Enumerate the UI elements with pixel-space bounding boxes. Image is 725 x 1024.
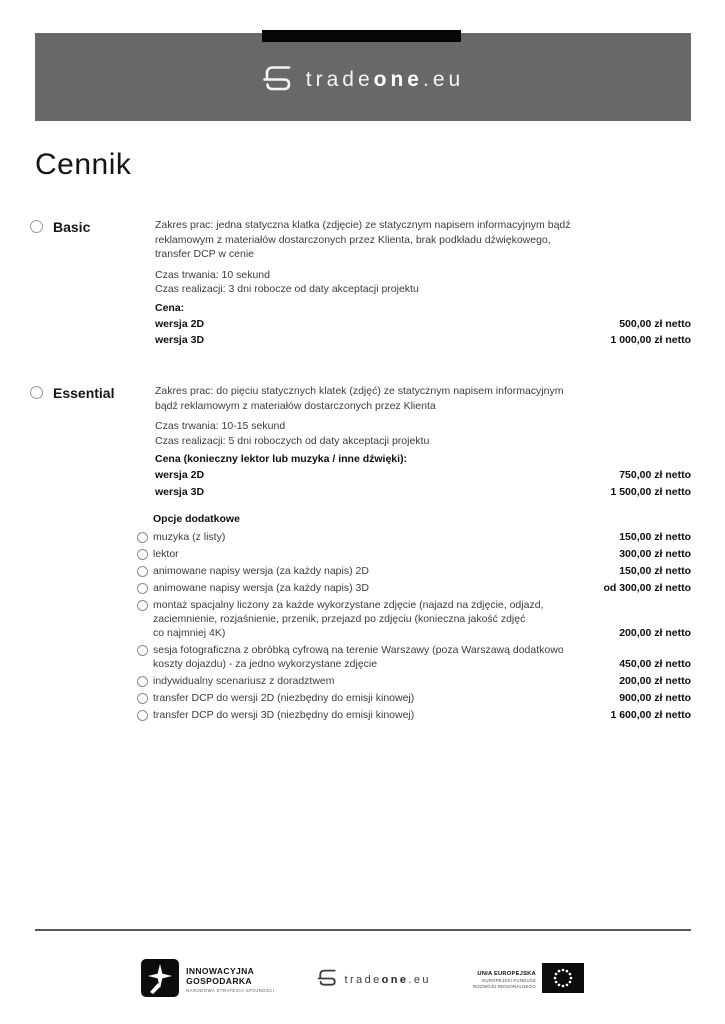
plan-duration: Czas trwania: 10 sekund [155, 268, 270, 281]
header-brand [262, 62, 464, 99]
tradeone-logo-icon [262, 62, 294, 99]
ig-line1: INNOWACYJNA [186, 966, 255, 976]
plan-price-row [155, 484, 691, 501]
footer-divider [35, 929, 691, 931]
option-price: 200,00 zł netto [619, 627, 691, 639]
plan-basic-head [30, 218, 155, 349]
innowacyjna-gospodarka-text [186, 967, 274, 993]
plan-essential [30, 384, 691, 500]
option-label: animowane napisy wersja (za każdy napis) 3D [153, 582, 369, 594]
option-label: muzyka (z listy) [153, 531, 226, 543]
option-row [137, 564, 691, 578]
price-row-label: wersja 3D [155, 334, 205, 346]
option-row [137, 598, 691, 640]
option-row [137, 547, 691, 561]
plan-scope-line: Zakres prac: do pięciu statycznych klatek (zdjęć) ze statycznym napisem informacyjnym [155, 385, 564, 397]
option-price: 450,00 zł netto [619, 658, 691, 670]
option-label: sesja fotograficzna z obróbką cyfrową na terenie Warszawy (poza Warszawą dodatkowo koszty dojazdu) - za jedno wykorzystane zdjęcie [153, 644, 564, 670]
option-row [137, 643, 691, 671]
option-price: 300,00 zł netto [619, 548, 691, 560]
header-top-tab [262, 30, 461, 42]
option-radio[interactable] [137, 710, 148, 721]
innowacyjna-gospodarka-icon [141, 959, 179, 1002]
plan-price-row [155, 316, 691, 333]
option-radio[interactable] [137, 566, 148, 577]
option-row [137, 674, 691, 688]
eu-flag-icon [542, 963, 584, 998]
plan-price-row [155, 332, 691, 349]
plan-price-label: Cena (konieczny lektor lub muzyka / inne dźwięki): [155, 453, 408, 465]
option-price: 200,00 zł netto [619, 675, 691, 687]
plan-essential-radio[interactable] [30, 386, 43, 399]
eu-logo [473, 963, 584, 998]
option-price: 150,00 zł netto [619, 531, 691, 543]
header-band [35, 33, 691, 121]
plan-scope-line: reklamowym z materiałów dostarczonych przez Klienta, brak podkładu dźwiękowego, [155, 233, 551, 246]
option-radio[interactable] [137, 549, 148, 560]
option-label: lektor [153, 548, 179, 560]
option-price: 150,00 zł netto [619, 565, 691, 577]
option-radio[interactable] [137, 600, 148, 611]
plan-essential-name: Essential [53, 385, 115, 401]
option-label: indywidualny scenariusz z doradztwem [153, 675, 335, 687]
plan-basic [30, 218, 691, 349]
plan-scope-line: transfer DCP w cenie [155, 248, 255, 260]
option-radio[interactable] [137, 583, 148, 594]
option-label: transfer DCP do wersji 3D (niezbędny do emisji kinowej) [153, 709, 415, 721]
option-row [137, 708, 691, 722]
innowacyjna-gospodarka-logo [141, 959, 274, 1002]
plan-basic-body [155, 218, 691, 349]
plan-essential-head [30, 384, 155, 500]
option-label: montaż spacjalny liczony za każde wykorzystane zdjęcie (najazd na zdjęcie, odjazd, zaciemnienie, rozjaśnienie, przenik, przejazd po zdjęciu (konieczna jakość zdjęć co najmniej 4K) [153, 599, 544, 639]
additional-options [137, 512, 691, 725]
price-row-label: wersja 3D [155, 485, 205, 498]
option-row [137, 691, 691, 705]
price-row-value: 750,00 zł netto [619, 469, 691, 481]
option-row [137, 530, 691, 544]
option-price: 900,00 zł netto [619, 692, 691, 704]
footer-brand-text: tradeone.eu [344, 974, 431, 986]
option-row [137, 581, 691, 595]
plan-essential-body [155, 384, 691, 500]
ig-line3: NARODOWA STRATEGIA SPÓJNOŚCI [186, 988, 275, 993]
plan-realization: Czas realizacji: 3 dni robocze od daty akceptacji projektu [155, 283, 419, 295]
option-price: od 300,00 zł netto [603, 582, 691, 594]
option-radio[interactable] [137, 645, 148, 656]
header-brand-text: tradeone.eu [305, 68, 465, 91]
footer-tradeone-logo [317, 967, 431, 993]
eu-line1: UNIA EUROPEJSKA [477, 970, 536, 977]
plan-basic-name: Basic [53, 219, 91, 235]
plan-realization: Czas realizacji: 5 dni roboczych od daty akceptacji projektu [155, 434, 430, 447]
eu-line3: ROZWOJU REGIONALNEGO [472, 983, 536, 989]
price-row-label: wersja 2D [155, 469, 205, 481]
option-label: animowane napisy wersja (za każdy napis) 2D [153, 565, 369, 577]
eu-text [473, 971, 536, 989]
option-radio[interactable] [137, 676, 148, 687]
price-row-label: wersja 2D [155, 317, 205, 330]
plan-scope-line: bądź reklamowym z materiałów dostarczonych przez Klienta [155, 399, 436, 412]
plan-basic-radio[interactable] [30, 220, 43, 233]
page-title: Cennik [35, 148, 132, 181]
option-price: 1 600,00 zł netto [610, 709, 691, 721]
option-radio[interactable] [137, 532, 148, 543]
price-row-value: 1 000,00 zł netto [610, 334, 691, 346]
options-heading: Opcje dodatkowe [153, 513, 240, 525]
eu-line2: EUROPEJSKI FUNDUSZ [482, 977, 536, 983]
option-label: transfer DCP do wersji 2D (niezbędny do emisji kinowej) [153, 692, 415, 704]
price-row-value: 500,00 zł netto [619, 317, 691, 330]
ig-line2: GOSPODARKA [186, 975, 252, 986]
option-radio[interactable] [137, 693, 148, 704]
plan-duration: Czas trwania: 10-15 sekund [155, 420, 286, 432]
plan-scope-line: Zakres prac: jedna statyczna klatka (zdjęcie) ze statycznym napisem informacyjnym bądź [155, 219, 571, 231]
tradeone-logo-icon [317, 967, 338, 993]
plan-price-row [155, 467, 691, 484]
footer-logos [0, 948, 725, 1012]
plan-price-label: Cena: [155, 301, 185, 314]
price-row-value: 1 500,00 zł netto [610, 485, 691, 498]
